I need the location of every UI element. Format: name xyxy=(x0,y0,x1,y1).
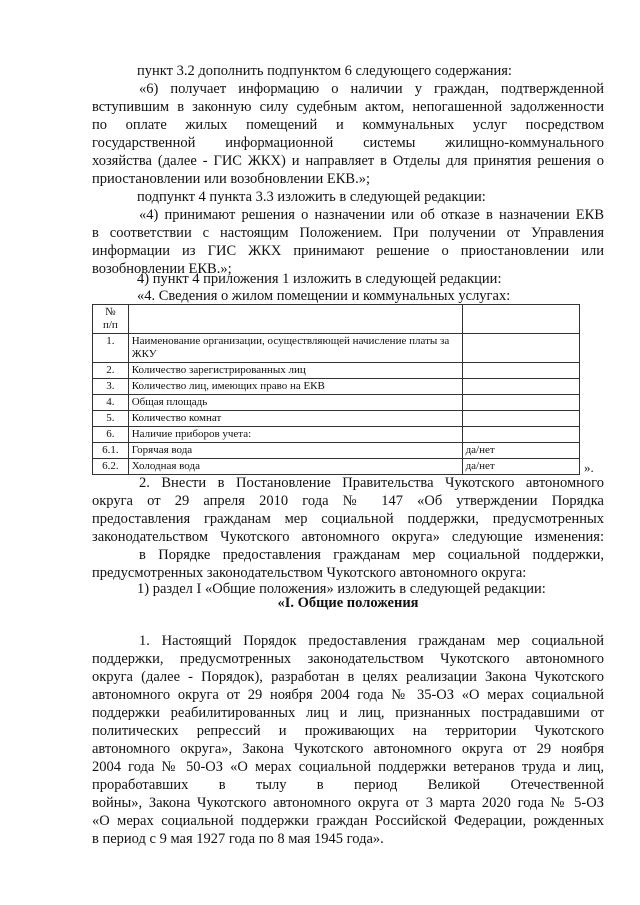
paragraph-line: государственной информационной системы жилищно-коммунального xyxy=(92,135,604,151)
paragraph-line: округа (далее - Порядок), разработан в целях реализации Закона Чукотского xyxy=(92,669,604,685)
paragraph-line: «6) получает информацию о наличии у граждан, подтвержденной xyxy=(139,81,604,97)
header-num-label: № xyxy=(105,306,116,318)
paragraph-line: подпункт 4 пункта 3.3 изложить в следующей редакции: xyxy=(137,189,486,205)
row-value xyxy=(462,395,579,411)
table-row xyxy=(93,334,580,363)
table-row xyxy=(93,395,580,411)
paragraph-line: информации из ГИС ЖКХ принимают решение о приостановлении или xyxy=(92,243,604,259)
paragraph-line: автономного округа», Закона Чукотского автономного округа от 29 ноября xyxy=(92,741,604,757)
paragraph-line: «4) принимают решения о назначении или об отказе в назначении ЕКВ xyxy=(139,207,604,223)
row-value xyxy=(462,427,579,443)
paragraph-line: 4) пункт 4 приложения 1 изложить в следующей редакции: xyxy=(137,271,502,287)
paragraph-line: предоставления гражданам мер социальной поддержки, предусмотренных xyxy=(92,511,604,527)
table-row xyxy=(93,459,580,475)
paragraph-line: автономного округа от 29 ноября 2004 года № 35-ОЗ «О мерах социальной xyxy=(92,687,604,703)
header-num-sublabel: п/п xyxy=(102,319,118,331)
paragraph-line: хозяйства (далее - ГИС ЖКХ) и направляет в Отделы для принятия решения о xyxy=(92,153,604,169)
paragraph-line: политических репрессий и проживающих на территории Чукотского xyxy=(92,723,604,739)
paragraph-line: 2004 года № 50-ОЗ «О мерах социальной поддержки ветеранов труда и лиц, xyxy=(92,759,604,775)
row-value xyxy=(462,411,579,427)
paragraph-line: округа от 29 апреля 2010 года № 147 «Об утверждении Порядка xyxy=(92,493,604,509)
table-row xyxy=(93,379,580,395)
paragraph-line: войны», Закона Чукотского автономного округа от 3 марта 2020 года № 5-ОЗ xyxy=(92,795,604,811)
paragraph-line: поддержки, предусмотренных законодательством Чукотского автономного xyxy=(92,651,604,667)
paragraph-line: возобновлении ЕКВ.»; xyxy=(92,261,232,277)
section-heading: «I. Общие положения xyxy=(277,595,419,611)
row-name: Холодная вода xyxy=(128,459,462,475)
paragraph-line: «4. Сведения о жилом помещении и коммунальных услугах: xyxy=(137,288,511,304)
row-value xyxy=(462,379,579,395)
row-num: 1. xyxy=(93,334,129,363)
row-num: 5. xyxy=(93,411,129,427)
paragraph-line: 1) раздел I «Общие положения» изложить в следующей редакции: xyxy=(137,581,546,597)
row-value: да/нет xyxy=(462,443,579,459)
paragraph-line: пункт 3.2 дополнить подпунктом 6 следующего содержания: xyxy=(137,63,512,79)
table-row xyxy=(93,411,580,427)
paragraph-line: 2. Внести в Постановление Правительства Чукотского автономного xyxy=(139,475,604,491)
row-name: Количество комнат xyxy=(128,411,462,427)
housing-info-table xyxy=(92,304,580,475)
table-header-row xyxy=(93,305,580,334)
row-num: 6.2. xyxy=(93,459,129,475)
row-value: да/нет xyxy=(462,459,579,475)
table-header-name xyxy=(128,305,462,334)
paragraph-line: в период с 9 мая 1927 года по 8 мая 1945 года». xyxy=(92,831,384,847)
paragraph-line: приостановлении или возобновлении ЕКВ.»; xyxy=(92,171,370,187)
paragraph-line: 1. Настоящий Порядок предоставления гражданам мер социальной xyxy=(139,633,604,649)
table-row xyxy=(93,427,580,443)
row-num: 3. xyxy=(93,379,129,395)
row-name: Горячая вода xyxy=(128,443,462,459)
row-num: 4. xyxy=(93,395,129,411)
paragraph-line: проработавших в тылу в период Великой Отечественной xyxy=(92,777,604,793)
paragraph-line: в Порядке предоставления гражданам мер социальной поддержки, xyxy=(139,547,604,563)
row-name: Количество лиц, имеющих право на ЕКВ xyxy=(128,379,462,395)
table-header-num xyxy=(93,305,129,334)
table-row xyxy=(93,443,580,459)
row-value xyxy=(462,334,579,363)
paragraph-line: законодательством Чукотского автономного округа» следующие изменения: xyxy=(92,529,604,545)
row-num: 6. xyxy=(93,427,129,443)
table-header-value xyxy=(462,305,579,334)
row-name: Наименование организации, осуществляющей начисление платы за ЖКУ xyxy=(128,334,462,363)
row-num: 6.1. xyxy=(93,443,129,459)
paragraph-line: вступившим в законную силу судебным актом, непогашенной задолженности xyxy=(92,99,604,115)
table-row xyxy=(93,363,580,379)
paragraph-line: по оплате жилых помещений и коммунальных услуг посредством xyxy=(92,117,604,133)
row-num: 2. xyxy=(93,363,129,379)
paragraph-line: предусмотренных законодательством Чукотского автономного округа: xyxy=(92,565,527,581)
row-value xyxy=(462,363,579,379)
paragraph-line: в соответствии с настоящим Положением. При получении от Управления xyxy=(92,225,604,241)
row-name: Количество зарегистрированных лиц xyxy=(128,363,462,379)
paragraph-line: поддержки реабилитированных лиц и лиц, признанных пострадавшими от xyxy=(92,705,604,721)
row-name: Общая площадь xyxy=(128,395,462,411)
table-closing-quote: ». xyxy=(584,460,594,475)
row-name: Наличие приборов учета: xyxy=(128,427,462,443)
paragraph-line: «О мерах социальной поддержки граждан Российской Федерации, рожденных xyxy=(92,813,604,829)
